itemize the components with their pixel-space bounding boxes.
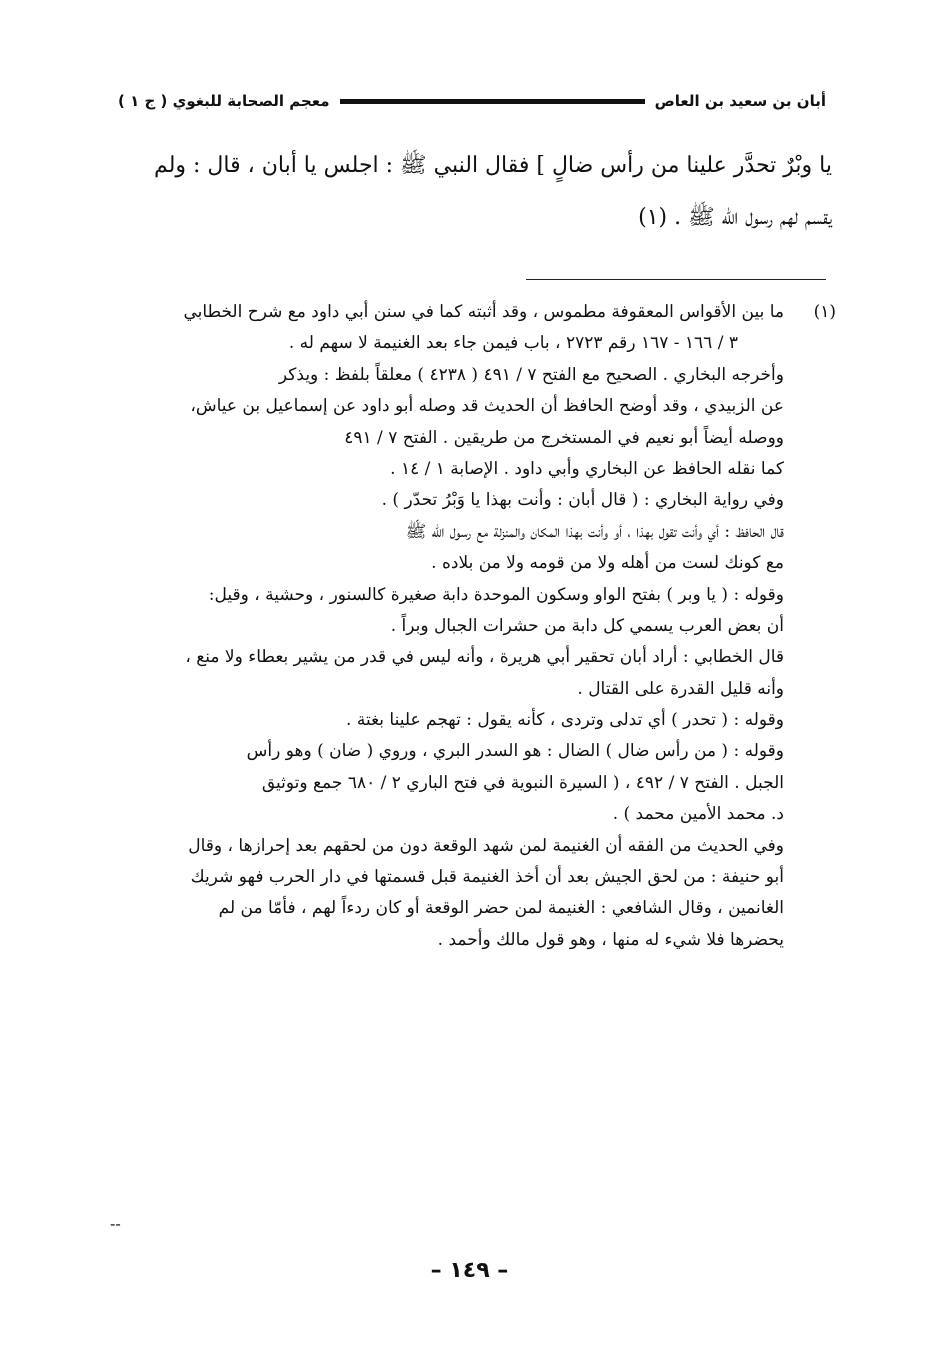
footnote-line: وقوله : ( يا وبر ) بفتح الواو وسكون الموحدة دابة صغيرة كالسنور ، وحشية ، وقيل: bbox=[208, 584, 784, 605]
footnote-text bbox=[112, 297, 784, 956]
footnote-line: وفي الحديث من الفقه أن الغنيمة لمن شهد الوقعة دون من لحقهم بعد إحرازها ، وقال bbox=[188, 835, 784, 856]
footnote-line: ووصله أيضاً أبو نعيم في المستخرج من طريقين . الفتح ٧ / ٤٩١ bbox=[344, 427, 784, 448]
footnote-line: د. محمد الأمين محمد ) . bbox=[612, 804, 784, 825]
main-line: يا وبْرٌ تحدَّر علينا من رأس ضالٍ ] فقال النبي ﷺ : اجلس يا أبان ، قال : ولم bbox=[154, 153, 832, 178]
continuation-mark: -- bbox=[110, 1214, 121, 1233]
header-rule bbox=[340, 99, 645, 104]
footnote-line: ما بين الأقواس المعقوفة مطموس ، وقد أثبته كما في سنن أبي داود مع شرح الخطابي bbox=[183, 302, 784, 322]
footnote-line: قال الخطابي : أراد أبان تحقير أبي هريرة ، وأنه ليس في قدر من يشير بعطاء ولا منع ، bbox=[185, 647, 784, 668]
footnote-separator bbox=[526, 279, 826, 280]
footnote-line: عن الزبيدي ، وقد أوضح الحافظ أن الحديث قد وصله أبو داود عن إسماعيل بن عياش، bbox=[190, 396, 784, 417]
footnote-line: وأنه قليل القدرة على القتال . bbox=[577, 678, 784, 699]
running-header bbox=[118, 86, 826, 116]
footnote-line: قال الحافظ : أي وأنت تقول بهذا ، أو وأنت بهذا المكان والمنزلة مع رسول الله ﷺ bbox=[405, 521, 784, 542]
footnote-line: وأخرجه البخاري . الصحيح مع الفتح ٧ / ٤٩١ ( ٤٢٣٨ ) معلقاً بلفظ : ويذكر bbox=[278, 364, 784, 385]
footnote-line: وفي رواية البخاري : ( قال أبان : وأنت بهذا يا وَبْرُ تحدّر ) . bbox=[381, 490, 784, 511]
footnote-line: أبو حنيفة : من لحق الجيش بعد أن أخذ الغنيمة قبل قسمتها في دار الحرب فهو شريك bbox=[190, 867, 784, 888]
footnote-line: ٣ / ١٦٦ - ١٦٧ رقم ٢٧٢٣ ، باب فيمن جاء بعد الغنيمة لا سهم له . bbox=[288, 333, 738, 354]
main-text bbox=[112, 140, 832, 244]
footnote-line: الجبل . الفتح ٧ / ٤٩٢ ، ( السيرة النبوية في فتح الباري ٢ / ٦٨٠ جمع وتوثيق bbox=[261, 772, 784, 793]
footnote-line: الغانمين ، وقال الشافعي : الغنيمة لمن حضر الوقعة أو كان ردءاً لهم ، فأمّا من لم bbox=[218, 898, 784, 919]
header-entry-title: أبان بن سعيد بن العاص bbox=[654, 92, 826, 110]
header-book-title: معجم الصحابة للبغوي ( ج ١ ) bbox=[118, 92, 330, 110]
page-number: – ١٤٩ – bbox=[430, 1258, 509, 1283]
footnote-line: مع كونك لست من أهله ولا من قومه ولا من بلاده . bbox=[431, 553, 784, 574]
footnote-line: وقوله : ( تحدر ) أي تدلى وتردى ، كأنه يقول : تهجم علينا بغتة . bbox=[346, 710, 784, 731]
footnote-line: وقوله : ( من رأس ضال ) الضال : هو السدر البري ، وروي ( ضان ) وهو رأس bbox=[246, 741, 784, 762]
footnote-number: (١) bbox=[813, 302, 836, 322]
footnote-line: يحضرها فلا شيء له منها ، وهو قول مالك وأحمد . bbox=[437, 929, 784, 950]
footnote-line: أن بعض العرب يسمي كل دابة من حشرات الجبال وبراً . bbox=[390, 615, 784, 636]
main-line: يقسم لهم رسول الله ﷺ . (١) bbox=[638, 205, 832, 230]
footnote-line: كما نقله الحافظ عن البخاري وأبي داود . الإصابة ١ / ١٤ . bbox=[390, 458, 784, 479]
